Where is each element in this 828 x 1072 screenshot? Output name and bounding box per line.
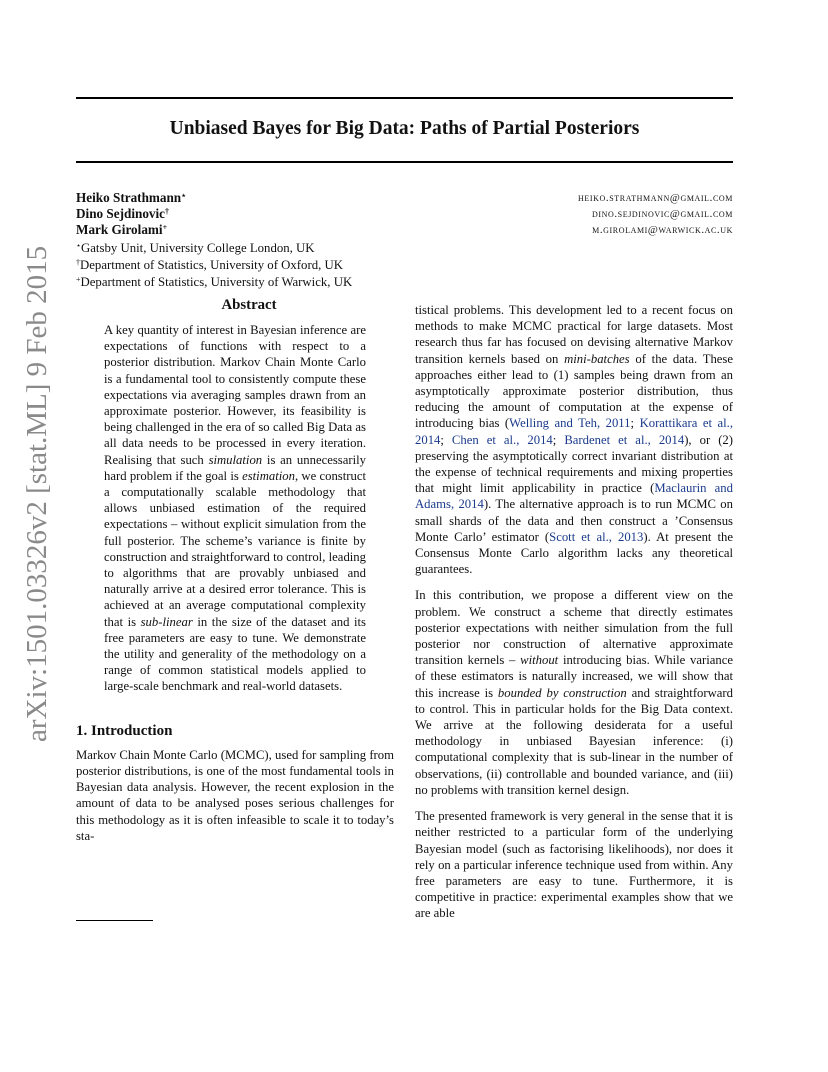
author-mark: ⋆ — [181, 191, 187, 200]
left-column — [76, 296, 394, 850]
text-run: ; — [552, 432, 565, 447]
right-paragraph-3: The presented framework is very general in the sense that it is neither restricted to a particular form of the underlying Bayesian model (such as factorising likelihoods), nor does it rely on a particular inference technique used from within. Any free parameters are easy to tune. Furthermore, it is competitive in practice: experimental examples show that we are able — [415, 809, 733, 921]
emphasis: mini-batches — [564, 351, 630, 366]
author-name: Dino Sejdinovic — [76, 206, 166, 221]
right-paragraph-1 — [415, 302, 733, 577]
abstract-text — [104, 322, 366, 695]
author-name: Heiko Strathmann — [76, 190, 182, 205]
citation-link[interactable]: Scott et al., 2013 — [549, 529, 644, 544]
author-mark: † — [165, 207, 170, 216]
text-run: ). At present the Consensus Monte Carlo algorithm lacks any theoretical guarantees. — [415, 529, 733, 577]
affiliation-1 — [76, 241, 315, 256]
text-run: in the size of the dataset and its free parameters are easy to tune. We demonstrate the utility and generality of the methodology on a range of common statistical models applied to large-scale benchmark and real-world datasets. — [104, 614, 366, 694]
text-run: ), or (2) preserving the asymptotically correct invariant distribution at the expense of technical requirements and mixing properties that might limit applicability in practice ( — [415, 432, 733, 496]
introduction-heading: 1. Introduction — [76, 722, 173, 739]
author-3 — [76, 222, 167, 238]
text-run: A key quantity of interest in Bayesian inference are expectations of functions with respect to a posterior distribution. Markov Chain Monte Carlo is a fundamental tool to consistently compute these expectations via averaging samples drawn from an approximate posterior. However, its feasibility is being challenged in the era of so called Big Data as all data needs to be processed in every iteration. Realising that such — [104, 323, 366, 467]
emphasis: simulation — [208, 452, 263, 467]
text-run: and straightforward to control. This in particular holds for the Big Data context. We arrive at the following desiderata for a useful methodology in unbiased Bayesian inference: (i) computational complexity that is sub-linear in the number of observations, (ii) controllable and bounded variance, and (iii) no problems with transition kernel design. — [415, 685, 733, 797]
right-paragraph-2 — [415, 587, 733, 798]
affiliation-mark: + — [76, 275, 81, 284]
abstract-heading: Abstract — [221, 297, 277, 313]
author-2-email: dino.sejdinovic@gmail.com — [591, 208, 733, 220]
text-run: of the data. These approaches either lead to (1) samples being drawn from an asymptotically approximate posterior distribution, thus reducing the amount of computation at the expense of introducing bias ( — [415, 351, 733, 431]
title-rule-top — [76, 97, 733, 99]
emphasis: sub-linear — [140, 614, 193, 629]
text-run: introducing bias. While variance of these estimators is naturally increased, we will show that this increase is — [415, 653, 733, 700]
affiliation-text: Department of Statistics, University of Warwick, UK — [80, 275, 353, 289]
title-rule-bottom — [76, 161, 733, 163]
text-run: , we construct a computationally scalable methodology that allows unbiased estimation of the required expectations – without explicit simulation from the full posterior. The scheme’s variance is finite by construction and straightforward to control, leading to algorithms that are provably unbiased and naturally arrive at a desired error tolerance. This is achieved at an average computational complexity that is — [104, 468, 366, 629]
abstract-block — [76, 322, 394, 695]
text-run: ; — [440, 432, 452, 447]
citation-link[interactable]: Chen et al., 2014 — [451, 432, 553, 447]
author-2 — [76, 206, 169, 222]
citation-link[interactable]: Welling and Teh, 2011 — [509, 416, 631, 431]
arxiv-stamp: arXiv:1501.03326v2 [stat.ML] 9 Feb 2015 — [21, 245, 53, 742]
text-run: ; — [630, 416, 640, 431]
footnote-rule — [76, 920, 153, 921]
citation-link[interactable]: Maclaurin and Adams, 2014 — [415, 481, 733, 512]
citation-link[interactable]: Korattikara et al., 2014 — [415, 416, 733, 447]
author-name: Mark Girolami — [76, 222, 163, 237]
author-1-email: heiko.strathmann@gmail.com — [578, 192, 733, 204]
author-3-email: m.girolami@warwick.ac.uk — [592, 224, 733, 236]
affiliation-mark: † — [76, 258, 80, 267]
text-run: is an unnecessarily hard problem if the goal is — [104, 452, 366, 483]
emphasis: estimation — [242, 468, 295, 483]
author-1 — [76, 190, 186, 206]
intro-paragraph: Markov Chain Monte Carlo (MCMC), used for sampling from posterior distributions, is one of the most fundamental tools in Bayesian data analysis. However, the recent explosion in the amount of data to be analysed poses serious challenges for this methodology as it is often infeasible to scale it to today’s sta- — [76, 747, 394, 843]
emphasis: bounded by construction — [497, 685, 627, 700]
emphasis: without — [520, 653, 559, 668]
citation-link[interactable]: Bardenet et al., 2014 — [564, 432, 685, 447]
paper-title: Unbiased Bayes for Big Data: Paths of Partial Posteriors — [169, 118, 640, 139]
affiliation-text: Department of Statistics, University of Oxford, UK — [80, 258, 343, 272]
affiliation-text: Gatsby Unit, University College London, UK — [81, 241, 315, 255]
text-run: tistical problems. This development led to a recent focus on methods to make MCMC practical for large datasets. Most research thus far has focused on devising alternative Markov transition kernels based on — [415, 303, 733, 366]
right-column — [415, 302, 733, 928]
affiliation-2 — [76, 258, 343, 273]
text-run: In this contribution, we propose a different view on the problem. We construct a scheme that directly estimates posterior expectations with neither simulation from the full posterior nor construction of alternative approximate transition kernels – — [415, 588, 733, 668]
affiliation-mark: ⋆ — [76, 241, 82, 250]
author-mark: + — [162, 223, 168, 232]
affiliation-3 — [76, 275, 352, 290]
text-run: ). The alternative approach is to run MCMC on small shards of the data and then construct a ’Consensus Monte Carlo’ estimator ( — [415, 497, 733, 544]
